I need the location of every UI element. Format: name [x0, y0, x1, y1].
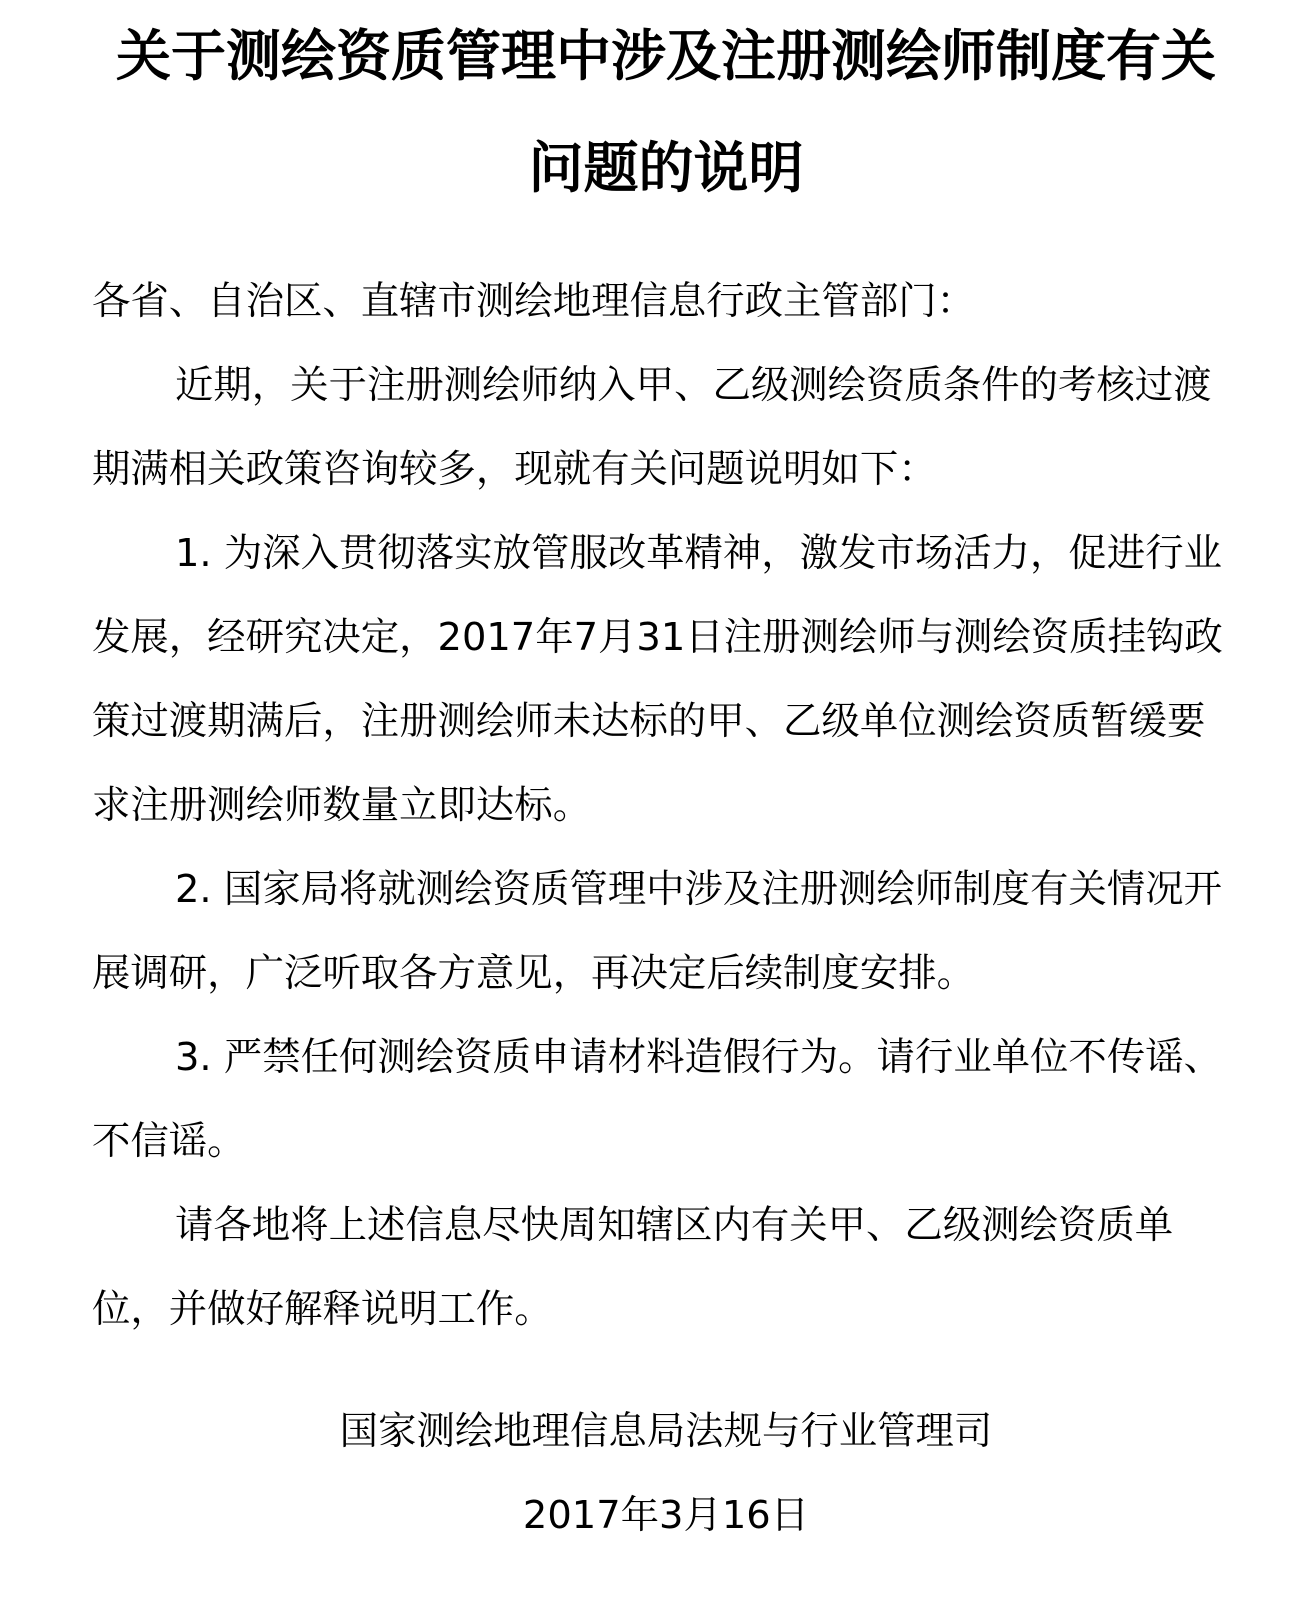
paragraph-intro: 近期，关于注册测绘师纳入甲、乙级测绘资质条件的考核过渡期满相关政策咨询较多，现就有关问题说明如下： [92, 363, 1212, 492]
paragraph-closing: 请各地将上述信息尽快周知辖区内有关甲、乙级测绘资质单位，并做好解释说明工作。 [92, 1203, 1174, 1332]
salutation-line: 各省、自治区、直辖市测绘地理信息行政主管部门： [92, 279, 975, 324]
paragraph-item-3: 3. 严禁任何测绘资质申请材料造假行为。请行业单位不传谣、不信谣。 [92, 1035, 1222, 1164]
document-body [92, 260, 1240, 1558]
paragraph-item-1: 1. 为深入贯彻落实放管服改革精神，激发市场活力，促进行业发展，经研究决定，2017年7月31日注册测绘师与测绘资质挂钩政策过渡期满后，注册测绘师未达标的甲、乙级单位测绘资质暂缓要求注册测绘师数量立即达标。 [92, 531, 1223, 828]
paragraph-item-2: 2. 国家局将就测绘资质管理中涉及注册测绘师制度有关情况开展调研，广泛听取各方意见，再决定后续制度安排。 [92, 867, 1222, 996]
document-title: 关于测绘资质管理中涉及注册测绘师制度有关问题的说明 [115, 24, 1216, 200]
date-line: 2017年3月16日 [522, 1493, 810, 1538]
signature-line: 国家测绘地理信息局法规与行业管理司 [339, 1409, 993, 1454]
